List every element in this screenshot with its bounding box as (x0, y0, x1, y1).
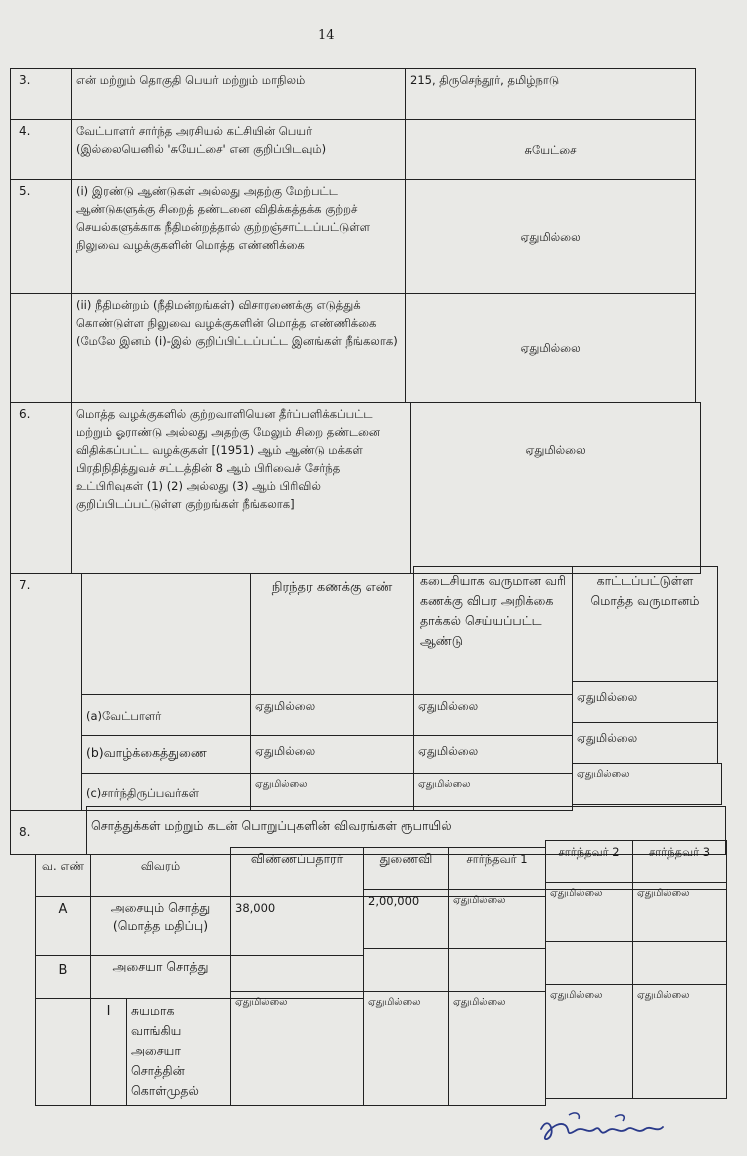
s8-rowB-dep1 (448, 948, 546, 992)
s8-rowB-sno: B (35, 955, 91, 999)
s8-rowI-dep1: ஏதுமில்லை (448, 991, 546, 1106)
section7-header-pan: நிரந்தர கணக்கு எண் (250, 573, 414, 695)
s8-rowA-detail: அசையும் சொத்து (மொத்த மதிப்பு) (90, 896, 231, 956)
s8-rowB-dep3 (632, 941, 727, 985)
s8-rowA-applicant: 38,000 (230, 896, 364, 956)
s7-row-c-label: (c)சார்ந்திருப்பவர்கள் (81, 773, 251, 811)
s8-rowI-dep3: ஏதுமில்லை (632, 984, 727, 1099)
s8-rowA-dep3: ஏதுமில்லை (632, 882, 727, 942)
s8-rowI-detail: சுயமாக வாங்கிய அசையா சொத்தின் கொள்முதல் (126, 998, 231, 1106)
s7-row-c-year: ஏதுமில்லை (413, 773, 573, 811)
section7-blank-header (81, 573, 251, 695)
s8-rowB-detail: அசையா சொத்து (90, 955, 231, 999)
section7-number: 7. (10, 573, 82, 811)
row5ii-value: ஏதுமில்லை (405, 293, 696, 403)
row3-value: 215, திருசெந்தூர், தமிழ்நாடு (405, 68, 696, 120)
s8-header-dep1: சார்ந்தவர் 1 (448, 847, 546, 897)
s8-rowI-sno-blank (35, 998, 91, 1106)
section7-header-year: கடைசியாக வருமான வரி கணக்கு விபர அறிக்கை தாக்கல் செய்யப்பட்ட ஆண்டு (413, 566, 573, 695)
s8-header-sno: வ. எண் (35, 854, 91, 897)
row6-number: 6. (10, 402, 72, 574)
s8-rowA-spouse: 2,00,000 (363, 889, 449, 949)
s7-row-b-label: (b)வாழ்க்கைத்துணை (81, 735, 251, 774)
row3-label: என் மற்றும் தொகுதி பெயர் மற்றும் மாநிலம் (71, 68, 406, 120)
s8-header-dep3: சார்ந்தவர் 3 (632, 840, 727, 890)
row5ii-label: (ii) நீதிமன்றம் (நீதிமன்றங்கள்) விசாரணைக்கு எடுத்துக் கொண்டுள்ள நிலுவை வழக்குகளின் மொத்த எண்ணிக்கை (மேலே இனம் (i)-இல் குறிப்பிட்டப்பட்ட இனங்கள் நீங்கலாக) (71, 293, 406, 403)
s8-header-dep2: சார்ந்தவர் 2 (545, 840, 633, 890)
s8-header-spouse: துணைவி (363, 847, 449, 897)
s8-header-detail: விவரம் (90, 854, 231, 897)
s8-rowA-dep1: ஏதுமில்லை (448, 889, 546, 949)
s8-header-applicant: விண்ணப்பதாரர் (230, 847, 364, 897)
section8-title: சொத்துக்கள் மற்றும் கடன் பொறுப்புகளின் விவரங்கள் ரூபாயில் (86, 806, 726, 855)
s7-row-a-income: ஏதுமில்லை (572, 681, 718, 723)
s7-row-c-pan: ஏதுமில்லை (250, 773, 414, 811)
s8-rowB-dep2 (545, 941, 633, 985)
s8-rowI-spouse: ஏதுமில்லை (363, 991, 449, 1106)
row4-number: 4. (10, 119, 72, 180)
s8-rowA-dep2: ஏதுமில்லை (545, 882, 633, 942)
handwritten-signature (535, 1105, 675, 1145)
row3-number: 3. (10, 68, 72, 120)
s7-row-a-pan: ஏதுமில்லை (250, 694, 414, 736)
s7-row-a-label: (a)வேட்பாளர் (81, 694, 251, 736)
page-number: 14 (318, 28, 335, 43)
s7-row-b-income: ஏதுமில்லை (572, 722, 718, 764)
s7-row-b-pan: ஏதுமில்லை (250, 735, 414, 774)
s8-rowI-sno: I (90, 998, 127, 1106)
s8-rowI-dep2: ஏதுமில்லை (545, 984, 633, 1099)
section7-header-income: காட்டப்பட்டுள்ள மொத்த வருமானம் (572, 566, 718, 682)
row5ii-number-cell (10, 293, 72, 403)
s8-rowA-sno: A (35, 896, 91, 956)
row5i-value: ஏதுமில்லை (405, 179, 696, 294)
row4-value: சுயேட்சை (405, 119, 696, 180)
row6-value: ஏதுமில்லை (410, 402, 701, 574)
s7-row-b-year: ஏதுமில்லை (413, 735, 573, 774)
row5i-label: (i) இரண்டு ஆண்டுகள் அல்லது அதற்கு மேற்பட்ட ஆண்டுகளுக்கு சிறைத் தண்டனை விதிக்கத்தக்க குற்றச் செயல்களுக்காக நீதிமன்றத்தால் குற்றஞ்சாட்டப்பட்டுள்ள நிலுவை வழக்குகளின் மொத்த எண்ணிக்கை (71, 179, 406, 294)
row4-label: வேட்பாளர் சார்ந்த அரசியல் கட்சியின் பெயர் (இல்லையெனில் 'சுயேட்சை' என குறிப்பிடவும்) (71, 119, 406, 180)
s7-row-c-income: ஏதுமில்லை (572, 763, 722, 805)
s8-rowB-spouse (363, 948, 449, 992)
section8-number: 8. (10, 810, 87, 855)
s7-row-a-year: ஏதுமில்லை (413, 694, 573, 736)
s8-rowI-applicant: ஏதுமில்லை (230, 991, 364, 1106)
row6-label: மொத்த வழக்குகளில் குற்றவாளியென தீர்ப்பளிக்கப்பட்ட மற்றும் ஓராண்டு அல்லது அதற்கு மேலும் சிறை தண்டனை விதிக்கப்பட்ட வழக்குகள் [(1951) ஆம் ஆண்டு மக்கள் பிரதிநிதித்துவச் சட்டத்தின் 8 ஆம் பிரிவைச் சேர்ந்த உட்பிரிவுகள் (1) (2) அல்லது (3) ஆம் பிரிவில் குறிப்பிடப்பட்டுள்ள குற்றங்கள் நீங்கலாக] (71, 402, 411, 574)
row5-number: 5. (10, 179, 72, 294)
